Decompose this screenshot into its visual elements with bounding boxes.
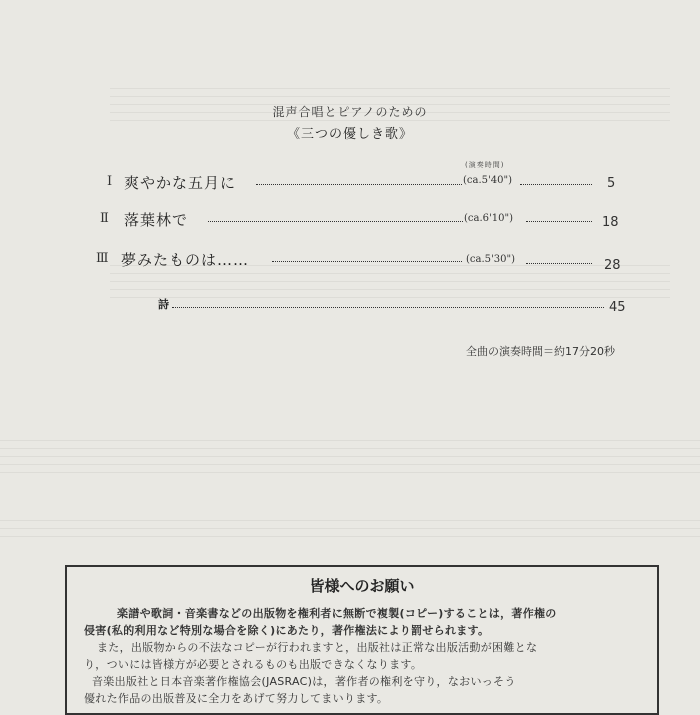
- toc-duration: (ca.5'40"): [463, 175, 512, 186]
- toc-duration: (ca.5'30"): [466, 254, 515, 265]
- toc-leader: [520, 184, 592, 185]
- notice-title: 皆様へのお願い: [309, 577, 415, 595]
- toc-title: 落葉林で: [124, 211, 189, 229]
- work-title: 《三つの優しき歌》: [286, 127, 413, 142]
- toc-numeral: Ⅰ: [107, 174, 113, 189]
- toc-duration: (ca.6'10"): [464, 213, 513, 224]
- notice-box: [65, 565, 659, 715]
- toc-row: [0, 172, 700, 196]
- toc-leader: [256, 184, 462, 185]
- toc-page: 5: [607, 176, 616, 191]
- toc-leader: [272, 261, 462, 262]
- toc-leader: [208, 221, 463, 222]
- notice-line: 楽譜や歌詞・音楽書などの出版物を権利者に無断で複製(コピー)することは，著作権の: [117, 607, 557, 620]
- toc-title: 爽やかな五月に: [124, 174, 237, 192]
- notice-line: 音楽出版社と日本音楽著作権協会(JASRAC)は，著作者の権利を守り，なおいっそう: [92, 675, 516, 688]
- toc-leader: [172, 307, 604, 308]
- duration-column-heading: (演奏時間): [465, 161, 505, 169]
- toc-row: [0, 209, 700, 233]
- toc-page: 45: [609, 300, 626, 315]
- work-subtitle: 混声合唱とピアノのための: [272, 105, 428, 119]
- notice-line: また，出版物からの不法なコピーが行われますと，出版社は正常な出版活動が困難とな: [97, 641, 538, 654]
- toc-leader: [526, 263, 592, 264]
- notice-line: 優れた作品の出版普及に全力をあげて努力してまいります。: [84, 692, 389, 705]
- toc-leader: [526, 221, 592, 222]
- toc-row: [0, 249, 700, 273]
- toc-title: 詩: [158, 298, 170, 311]
- toc-title: 夢みたものは……: [121, 251, 250, 269]
- notice-line: 侵害(私的利用など特別な場合を除く)にあたり，著作権法により罰せられます。: [84, 624, 490, 637]
- toc-numeral: Ⅲ: [96, 251, 109, 266]
- total-performance-time: 全曲の演奏時間＝約17分20秒: [466, 345, 615, 358]
- toc-row: [0, 296, 700, 320]
- work-heading: [0, 103, 700, 142]
- notice-line: り，ついには皆様方が必要とされるものも出版できなくなります。: [84, 658, 423, 671]
- toc-numeral: Ⅱ: [100, 211, 109, 226]
- toc-page: 28: [604, 258, 621, 273]
- toc-page: 18: [602, 215, 619, 230]
